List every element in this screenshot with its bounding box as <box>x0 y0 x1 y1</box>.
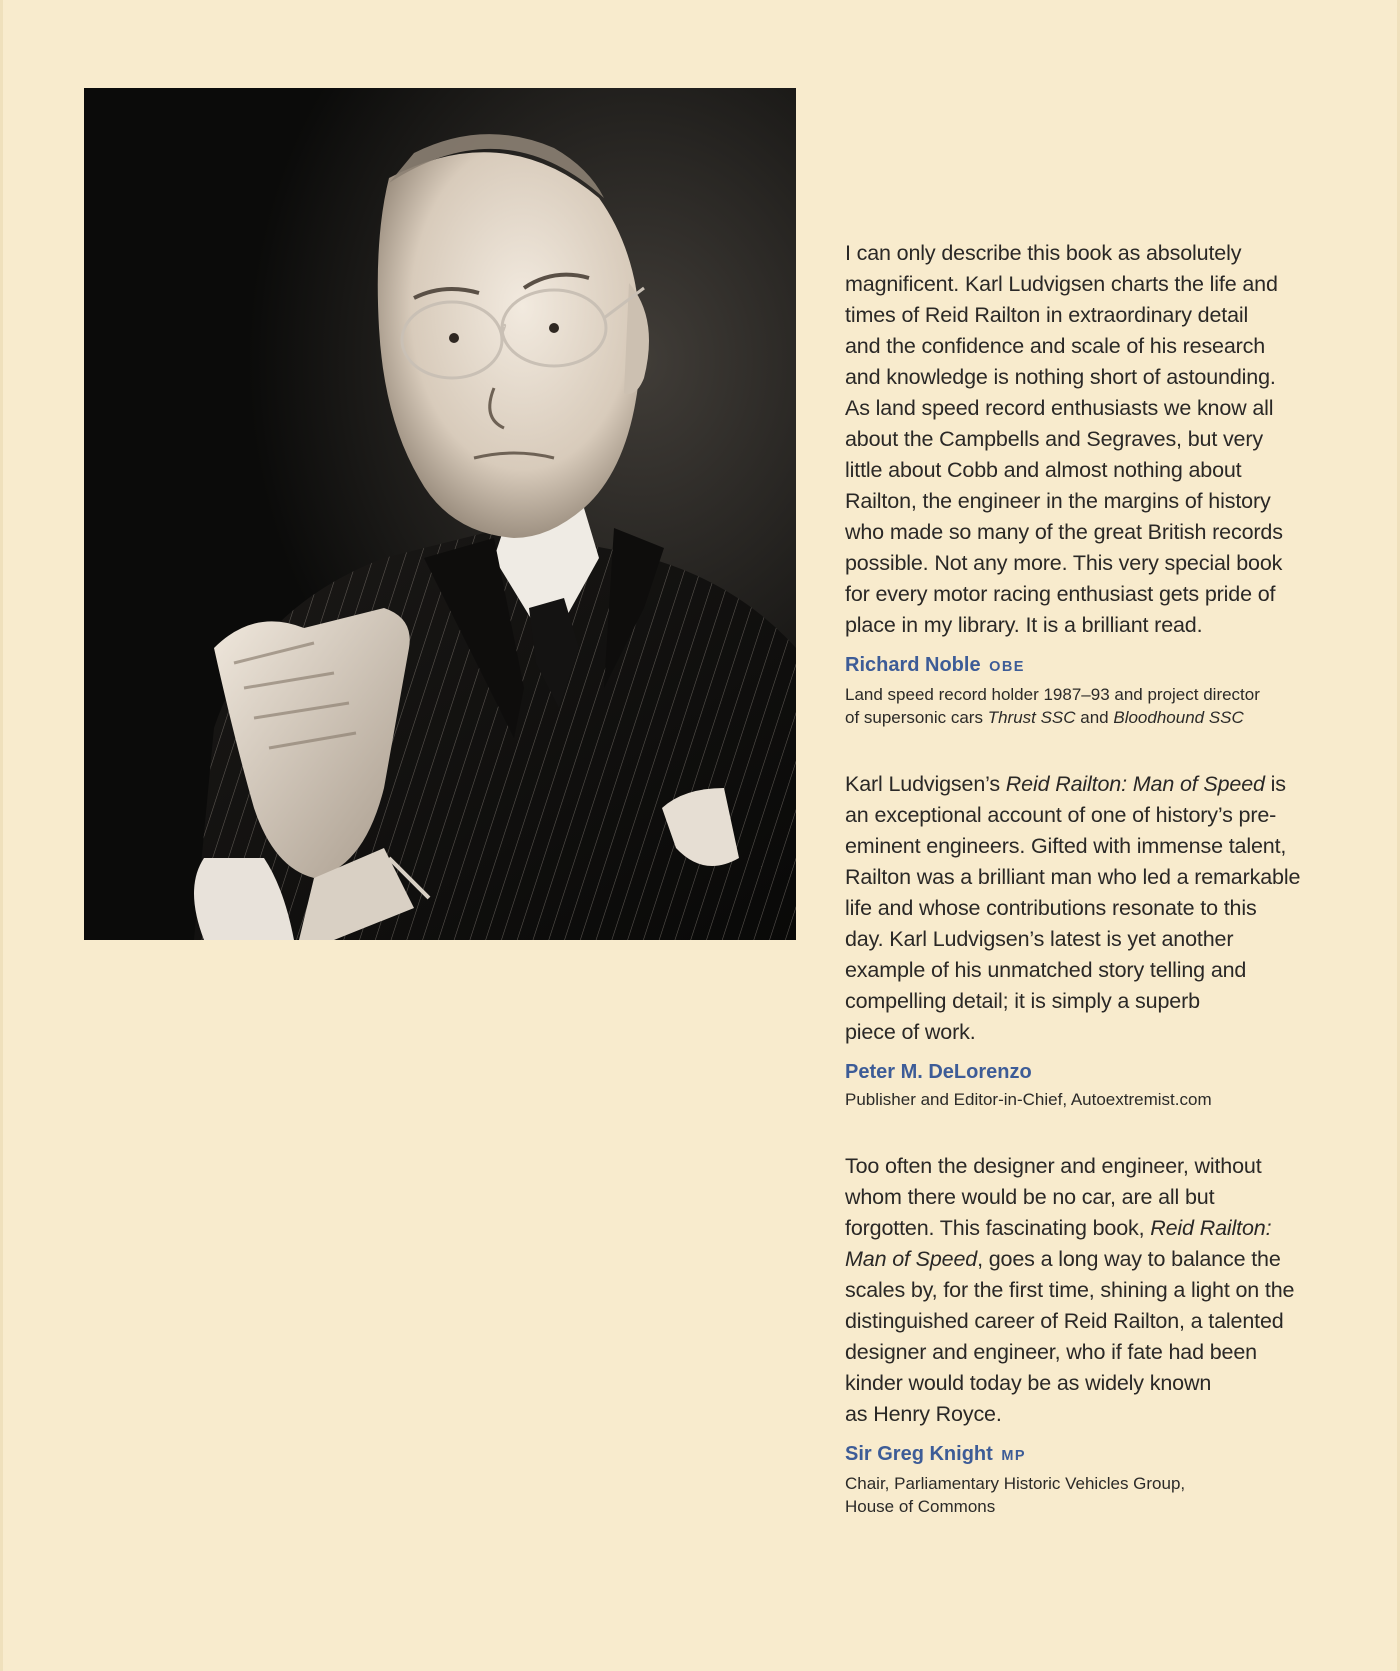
author-description-line1: Land speed record holder 1987–93 and project director <box>845 685 1260 704</box>
author-name-text: Sir Greg Knight <box>845 1443 993 1465</box>
book-title: Reid Railton: Man of Speed <box>1005 772 1265 796</box>
book-title: Reid Railton: Man of Speed <box>845 1216 1272 1271</box>
author-name: Peter M. DeLorenzo <box>845 1061 1032 1083</box>
desc-car-1: Thrust SSC <box>987 708 1076 727</box>
author-description: Chair, Parliamentary Historic Vehicles Group, House of Commons <box>845 1474 1186 1516</box>
quote-text-end: is an exceptional account of one of history’s pre- eminent engineers. Gifted with immense talent, Railton was a brilliant man who led a remarkable life and whose contributions resonate to this day. Karl Ludvigsen’s latest is yet another example of his unmatched story telling and compelling detail; it is simply a superb piece of work. <box>845 772 1301 1044</box>
quote-text <box>845 238 1325 641</box>
quote-text <box>845 769 1325 1048</box>
desc-part-c: and <box>1075 708 1114 727</box>
desc-part-a: of supersonic cars <box>845 708 988 727</box>
author-honor: MP <box>1001 1448 1026 1464</box>
desc-car-2: Bloodhound SSC <box>1113 708 1244 727</box>
portrait-illustration <box>84 88 796 940</box>
author-name <box>845 1442 1325 1468</box>
endorsement-knight <box>845 1151 1325 1518</box>
author-description-line2 <box>845 708 1244 727</box>
endorsement-noble <box>845 238 1325 729</box>
quote-text-body: I can only describe this book as absolutely magnificent. Karl Ludvigsen charts the life and times of Reid Railton in extraordinary detail and the confidence and scale of his research and knowledge is nothing short of astounding. As land speed record enthusiasts we know all about the Campbells and Segraves, but very little about Cobb and almost nothing about Railton, the engineer in the margins of history who made so many of the great British records possible. Not any more. This very special book for every motor racing enthusiast gets pride of place in my library. It is a brilliant read. <box>845 241 1283 637</box>
quote-text <box>845 1151 1325 1430</box>
author-honor: OBE <box>989 659 1025 675</box>
page-left-edge <box>0 0 3 1671</box>
author-description: Publisher and Editor-in-Chief, Autoextremist.com <box>845 1090 1212 1109</box>
endorsement-delorenzo <box>845 769 1325 1111</box>
author-name-text: Richard Noble <box>845 654 981 676</box>
quote-text-start: Too often the designer and engineer, without whom there would be no car, are all but forgotten. This fascinating book, <box>845 1154 1262 1240</box>
quote-text-end: , goes a long way to balance the scales by, for the first time, shining a light on the distinguished career of Reid Railton, a talented designer and engineer, who if fate had been kinder would today be as widely known as Henry Royce. <box>845 1247 1295 1426</box>
quote-text-start: Karl Ludvigsen’s <box>845 772 1006 796</box>
portrait-photo <box>84 88 796 940</box>
author-name <box>845 653 1325 679</box>
author-description <box>845 683 1325 729</box>
endorsements <box>845 238 1325 1558</box>
